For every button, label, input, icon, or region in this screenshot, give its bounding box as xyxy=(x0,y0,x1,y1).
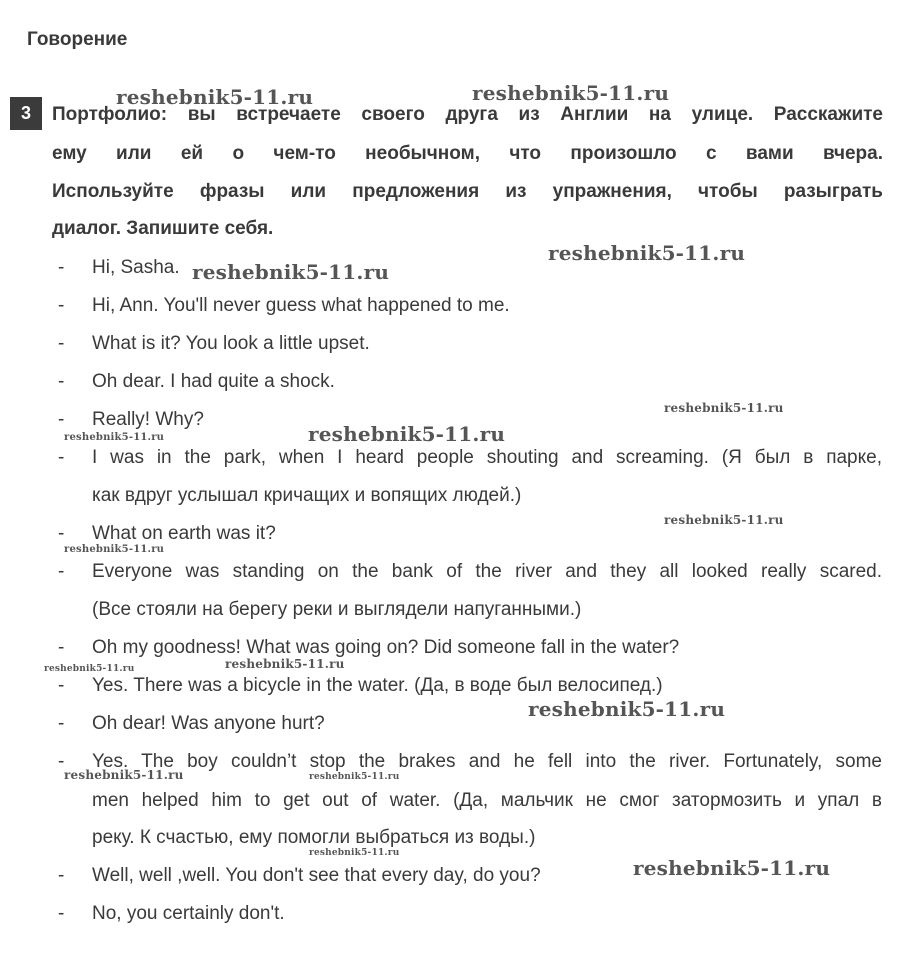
watermark-text: reshebnik5-11.ru xyxy=(64,432,165,443)
dialogue-dash: - xyxy=(58,751,65,772)
dialogue-line: Yes. The boy couldn’t stop the brakes and he fell into the river. Fortunately, some xyxy=(92,751,882,772)
dialogue-dash: - xyxy=(58,561,65,582)
dialogue-dash: - xyxy=(58,409,65,430)
watermark-text: reshebnik5-11.ru xyxy=(64,544,165,555)
dialogue-line: What on earth was it? xyxy=(92,523,276,544)
dialogue-dash: - xyxy=(58,447,65,468)
dialogue-dash: - xyxy=(58,257,65,278)
watermark-text: reshebnik5-11.ru xyxy=(309,772,400,782)
watermark-text: reshebnik5-11.ru xyxy=(116,85,314,109)
watermark-text: reshebnik5-11.ru xyxy=(548,241,746,265)
watermark-text: reshebnik5-11.ru xyxy=(225,657,345,671)
section-title: Говорение xyxy=(27,29,128,50)
watermark-text: reshebnik5-11.ru xyxy=(309,848,400,858)
watermark-text: reshebnik5-11.ru xyxy=(664,401,784,415)
dialogue-line: Yes. There was a bicycle in the water. (Да, в воде был велосипед.) xyxy=(92,675,663,696)
dialogue-line: (Все стояли на берегу реки и выглядели напуганными.) xyxy=(92,599,582,620)
dialogue-line: Hi, Sasha. xyxy=(92,257,180,278)
dialogue-dash: - xyxy=(58,637,65,658)
dialogue-line: No, you certainly don't. xyxy=(92,903,285,924)
dialogue-line: Hi, Ann. You'll never guess what happened to me. xyxy=(92,295,510,316)
watermark-text: reshebnik5-11.ru xyxy=(528,697,726,721)
dialogue-dash: - xyxy=(58,903,65,924)
dialogue-line: Oh dear! Was anyone hurt? xyxy=(92,713,325,734)
watermark-text: reshebnik5-11.ru xyxy=(44,664,135,674)
task-instruction-line: диалог. Запишите себя. xyxy=(52,218,274,239)
watermark-text: reshebnik5-11.ru xyxy=(64,768,184,782)
dialogue-line: men helped him to get out of water. (Да, мальчик не смог затормозить и упал в xyxy=(92,790,882,811)
dialogue-line: What is it? You look a little upset. xyxy=(92,333,370,354)
task-instruction-line: ему или ей о чем-то необычном, что произошло с вами вчера. xyxy=(52,143,883,164)
dialogue-dash: - xyxy=(58,523,65,544)
dialogue-line: реку. К счастью, ему помогли выбраться из воды.) xyxy=(92,827,536,848)
dialogue-line: I was in the park, when I heard people shouting and screaming. (Я был в парке, xyxy=(92,447,882,468)
watermark-text: reshebnik5-11.ru xyxy=(664,513,784,527)
dialogue-dash: - xyxy=(58,333,65,354)
watermark-text: reshebnik5-11.ru xyxy=(472,81,670,105)
dialogue-dash: - xyxy=(58,713,65,734)
dialogue-dash: - xyxy=(58,865,65,886)
watermark-text: reshebnik5-11.ru xyxy=(308,422,506,446)
dialogue-line: как вдруг услышал кричащих и вопящих людей.) xyxy=(92,485,522,506)
dialogue-dash: - xyxy=(58,675,65,696)
dialogue-dash: - xyxy=(58,371,65,392)
dialogue-dash: - xyxy=(58,295,65,316)
watermark-text: reshebnik5-11.ru xyxy=(192,260,390,284)
dialogue-line: Oh dear. I had quite a shock. xyxy=(92,371,335,392)
task-number-badge: 3 xyxy=(10,97,42,130)
task-instruction-line: Портфолио: вы встречаете своего друга из Англии на улице. Расскажите xyxy=(52,104,883,125)
task-instruction-line: Используйте фразы или предложения из упражнения, чтобы разыграть xyxy=(52,181,883,202)
dialogue-line: Well, well ,well. You don't see that every day, do you? xyxy=(92,865,541,886)
dialogue-line: Everyone was standing on the bank of the river and they all looked really scared. xyxy=(92,561,882,582)
watermark-text: reshebnik5-11.ru xyxy=(633,856,831,880)
dialogue-line: Really! Why? xyxy=(92,409,204,430)
dialogue-line: Oh my goodness! What was going on? Did someone fall in the water? xyxy=(92,637,680,658)
